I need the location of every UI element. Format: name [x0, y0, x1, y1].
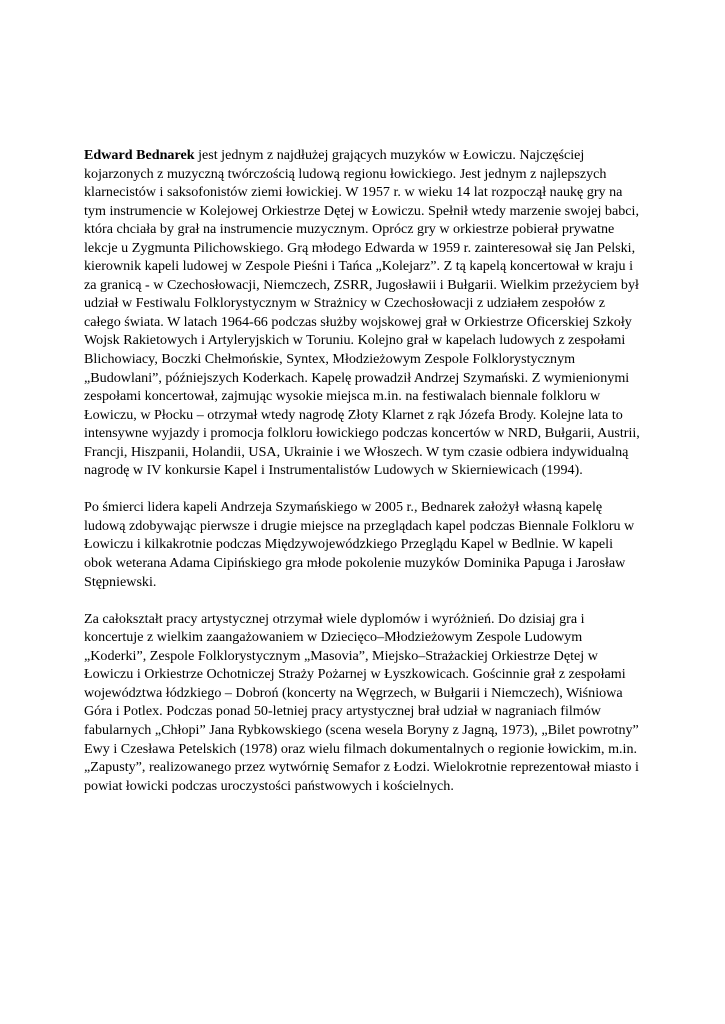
person-name: Edward Bednarek — [84, 147, 195, 163]
document-body — [84, 146, 644, 795]
paragraph-2: Po śmierci lidera kapeli Andrzeja Szymańskiego w 2005 r., Bednarek założył własną kapelę ludową zdobywając pierwsze i drugie miejsce na przeglądach kapel podczas Biennale Folkloru w Łowiczu i kilkakrotnie podczas Międzywojewódzkiego Przeglądu Kapel w Bedlnie. W kapeli obok weterana Adama Cipińskiego gra młode pokolenie muzyków Dominika Papuga i Jarosław Stępniewski. — [84, 499, 635, 590]
paragraph-3: Za całokształt pracy artystycznej otrzymał wiele dyplomów i wyróżnień. Do dzisiaj gra i koncertuje z wielkim zaangażowaniem w Dziecięco–Młodzieżowym Zespole Ludowym „Koderki”, Zespole Folklorystycznym „Masovia”, Miejsko–Strażackiej Orkiestrze Dętej w Łowiczu i Orkiestrze Ochotniczej Straży Pożarnej w Łyszkowicach. Gościnnie grał z zespołami województwa łódzkiego – Dobroń (koncerty na Węgrzech, w Bułgarii i Niemczech), Wiśniowa Góra i Potlex. Podczas ponad 50-letniej pracy artystycznej brał udział w nagraniach filmów fabularnych „Chłopi” Jana Rybkowskiego (scena wesela Boryny z Jagną, 1973), „Bilet powrotny” Ewy i Czesława Petelskich (1978) oraz wielu filmach dokumentalnych o regionie łowickim, m.in. „Zapusty”, realizowanego przez wytwórnię Semafor z Łodzi. Wielokrotnie reprezentował miasto i powiat łowicki podczas uroczystości państwowych i kościelnych. — [84, 610, 639, 794]
paragraph-1 — [84, 146, 644, 480]
paragraph-1-text: jest jednym z najdłużej grających muzyków w Łowiczu. Najczęściej kojarzonych z muzyczną twórczością ludową regionu łowickiego. Jest jednym z najlepszych klarnecistów i saksofonistów ziemi łowickiej. W 1957 r. w wieku 14 lat rozpoczął naukę gry na tym instrumencie w Kolejowej Orkiestrze Dętej w Łowiczu. Spełnił wtedy marzenie swojej babci, która chciała by grał na instrumencie muzycznym. Oprócz gry w orkiestrze pobierał prywatne lekcje u Zygmunta Pilichowskiego. Grą młodego Edwarda w 1959 r. zainteresował się Jan Pelski, kierownik kapeli ludowej w Zespole Pieśni i Tańca „Kolejarz”. Z tą kapelą koncertował w kraju i za granicą - w Czechosłowacji, Niemczech, ZSRR, Jugosławii i Bułgarii. Wielkim przeżyciem był udział w Festiwalu Folklorystycznym w Strażnicy w Czechosłowacji z udziałem zespołów z całego świata. W latach 1964-66 podczas służby wojskowej grał w Orkiestrze Oficerskiej Szkoły Wojsk Rakietowych i Artyleryjskich w Toruniu. Kolejno grał w kapelach ludowych z zespołami Blichowiacy, Boczki Chełmońskie, Syntex, Młodzieżowym Zespole Folklorystycznym „Budowlani”, późniejszych Koderkach. Kapelę prowadził Andrzej Szymański. Z wymienionymi zespołami koncertował, zajmując wysokie miejsca m.in. na festiwalach biennale folkloru w Łowiczu, w Płocku – otrzymał wtedy nagrodę Złoty Klarnet z rąk Józefa Brody. Kolejne lata to intensywne wyjazdy i promocja folkloru łowickiego podczas koncertów w NRD, Bułgarii, Austrii, Francji, Hiszpanii, Holandii, USA, Ukrainie i we Włoszech. W tym czasie odbiera indywidualną nagrodę w IV konkursie Kapel i Instrumentalistów Ludowych w Skierniewicach (1994). — [84, 147, 640, 479]
